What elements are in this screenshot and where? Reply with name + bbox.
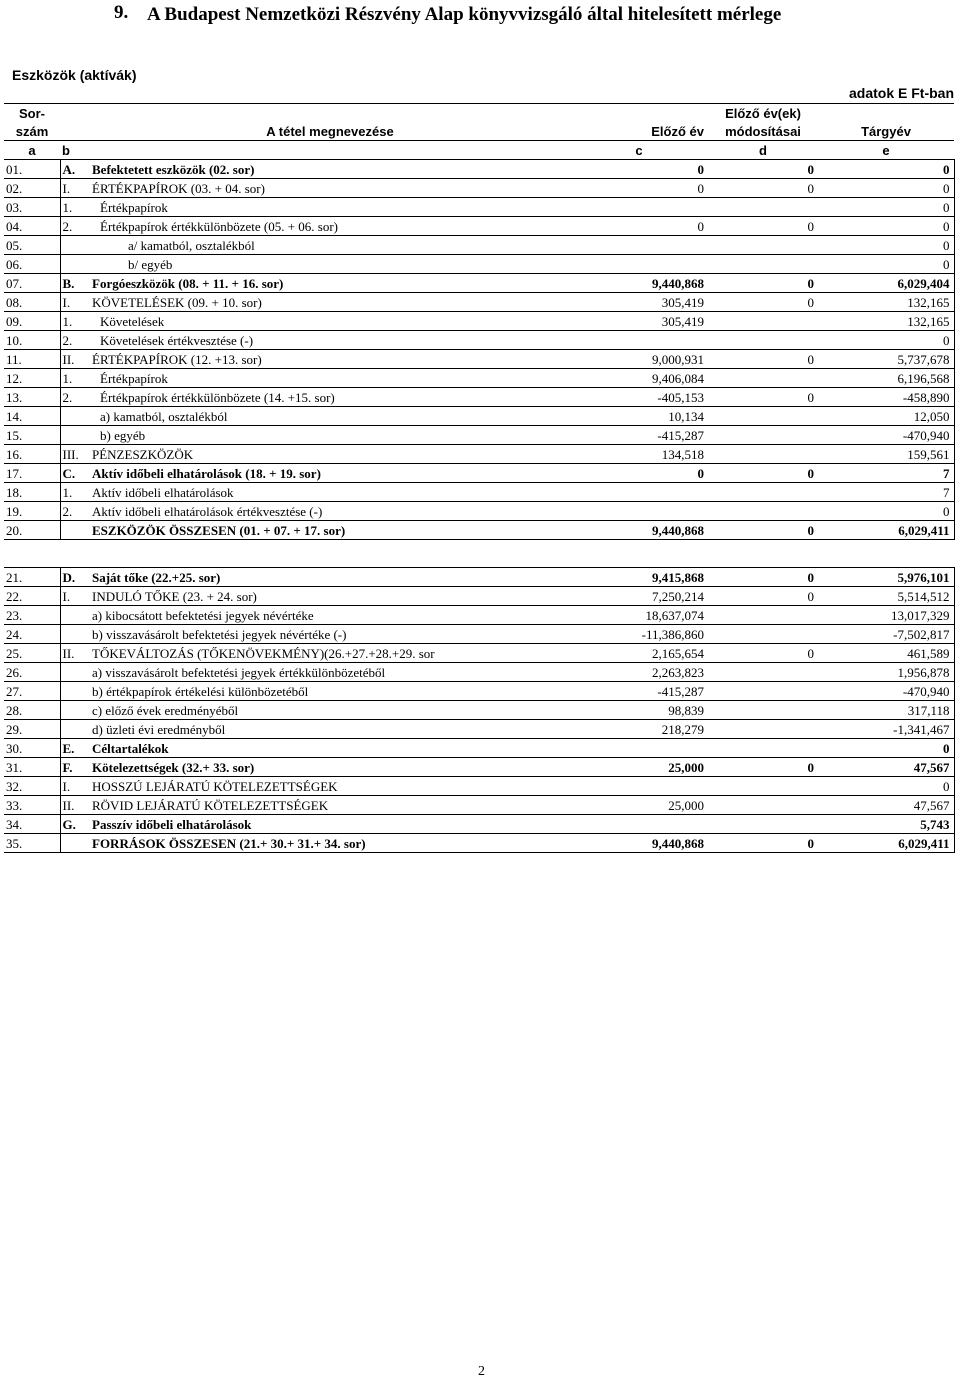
row-prev-year: 0	[570, 160, 708, 179]
row-code	[60, 625, 90, 644]
table-row	[4, 777, 954, 796]
row-code: II.	[60, 644, 90, 663]
row-prev-year	[570, 739, 708, 758]
row-number: 10.	[4, 331, 60, 350]
row-number: 01.	[4, 160, 60, 179]
row-prev-year: 7,250,214	[570, 587, 708, 606]
row-name: c) előző évek eredményéből	[90, 701, 570, 720]
row-modification: 0	[708, 464, 818, 483]
row-prev-year: -405,153	[570, 388, 708, 407]
row-modification	[708, 682, 818, 701]
row-name: ÉRTÉKPAPÍROK (12. +13. sor)	[90, 350, 570, 369]
row-current-year: 7	[818, 483, 954, 502]
row-number: 18.	[4, 483, 60, 502]
row-number: 05.	[4, 236, 60, 255]
row-code: 1.	[60, 483, 90, 502]
row-name: Passzív időbeli elhatárolások	[90, 815, 570, 834]
row-modification	[708, 796, 818, 815]
row-current-year: 5,514,512	[818, 587, 954, 606]
row-name: Saját tőke (22.+25. sor)	[90, 568, 570, 587]
header-letter-b: b	[60, 141, 90, 160]
row-name: Aktív időbeli elhatárolások értékvesztése (-)	[90, 502, 570, 521]
row-prev-year: -415,287	[570, 426, 708, 445]
row-current-year: 5,976,101	[818, 568, 954, 587]
row-code: 1.	[60, 312, 90, 331]
row-name: b) egyéb	[90, 426, 570, 445]
row-current-year: 0	[818, 217, 954, 236]
row-prev-year	[570, 198, 708, 217]
assets-section-label: Eszközök (aktívák)	[12, 67, 137, 83]
row-name: Forgóeszközök (08. + 11. + 16. sor)	[90, 274, 570, 293]
row-prev-year: 9,440,868	[570, 521, 708, 540]
table-row	[4, 758, 954, 777]
row-prev-year: 9,440,868	[570, 834, 708, 853]
row-number: 13.	[4, 388, 60, 407]
row-number: 29.	[4, 720, 60, 739]
row-current-year: 13,017,329	[818, 606, 954, 625]
row-code: E.	[60, 739, 90, 758]
row-prev-year: 134,518	[570, 445, 708, 464]
row-modification	[708, 445, 818, 464]
row-number: 20.	[4, 521, 60, 540]
row-prev-year: 305,419	[570, 312, 708, 331]
row-code	[60, 521, 90, 540]
page-number: 2	[478, 1364, 485, 1379]
row-modification: 0	[708, 293, 818, 312]
table-row	[4, 701, 954, 720]
row-prev-year: 10,134	[570, 407, 708, 426]
row-name: Értékpapírok értékkülönbözete (14. +15. sor)	[90, 388, 570, 407]
row-current-year: 6,029,411	[818, 834, 954, 853]
row-current-year: 132,165	[818, 293, 954, 312]
table-row	[4, 369, 954, 388]
table-row	[4, 464, 954, 483]
table-row	[4, 521, 954, 540]
row-code: 2.	[60, 388, 90, 407]
row-code: I.	[60, 293, 90, 312]
row-prev-year: 25,000	[570, 796, 708, 815]
table-row	[4, 445, 954, 464]
table-row	[4, 426, 954, 445]
row-current-year: 6,029,411	[818, 521, 954, 540]
row-prev-year	[570, 331, 708, 350]
table-row	[4, 606, 954, 625]
header-cur: Tárgyév	[861, 123, 911, 139]
row-modification: 0	[708, 521, 818, 540]
row-prev-year: 2,263,823	[570, 663, 708, 682]
table-row	[4, 198, 954, 217]
row-code: 2.	[60, 331, 90, 350]
table-row	[4, 644, 954, 663]
row-modification: 0	[708, 834, 818, 853]
row-name: Értékpapírok	[90, 198, 570, 217]
row-prev-year: 9,440,868	[570, 274, 708, 293]
row-prev-year: 0	[570, 217, 708, 236]
row-current-year: 6,196,568	[818, 369, 954, 388]
row-current-year: 12,050	[818, 407, 954, 426]
row-current-year: 317,118	[818, 701, 954, 720]
table-row	[4, 331, 954, 350]
row-prev-year: 18,637,074	[570, 606, 708, 625]
row-number: 02.	[4, 179, 60, 198]
row-code: I.	[60, 179, 90, 198]
table-row	[4, 350, 954, 369]
header-sor-top: Sor-	[4, 104, 60, 123]
row-prev-year: 25,000	[570, 758, 708, 777]
row-number: 04.	[4, 217, 60, 236]
table-row	[4, 682, 954, 701]
row-modification	[708, 606, 818, 625]
header-sor-bottom: szám	[15, 123, 49, 139]
row-current-year: 0	[818, 331, 954, 350]
row-modification	[708, 739, 818, 758]
row-code: I.	[60, 777, 90, 796]
row-number: 14.	[4, 407, 60, 426]
row-number: 15.	[4, 426, 60, 445]
table-row	[4, 388, 954, 407]
table-row	[4, 483, 954, 502]
row-name: Befektetett eszközök (02. sor)	[90, 160, 570, 179]
row-code	[60, 426, 90, 445]
row-current-year: 5,743	[818, 815, 954, 834]
row-number: 06.	[4, 255, 60, 274]
row-name: Aktív időbeli elhatárolások (18. + 19. sor)	[90, 464, 570, 483]
row-modification	[708, 369, 818, 388]
row-prev-year: 218,279	[570, 720, 708, 739]
row-prev-year: 98,839	[570, 701, 708, 720]
row-number: 31.	[4, 758, 60, 777]
row-current-year: 461,589	[818, 644, 954, 663]
row-modification	[708, 701, 818, 720]
row-code: F.	[60, 758, 90, 777]
row-number: 21.	[4, 568, 60, 587]
row-name: Értékpapírok értékkülönbözete (05. + 06. sor)	[90, 217, 570, 236]
row-prev-year: -415,287	[570, 682, 708, 701]
row-code	[60, 236, 90, 255]
row-number: 34.	[4, 815, 60, 834]
row-prev-year	[570, 502, 708, 521]
row-name: b) értékpapírok értékelési különbözetéből	[90, 682, 570, 701]
row-modification	[708, 502, 818, 521]
row-name: Követelések	[90, 312, 570, 331]
row-number: 23.	[4, 606, 60, 625]
row-modification: 0	[708, 388, 818, 407]
row-current-year: 0	[818, 502, 954, 521]
row-current-year: 7	[818, 464, 954, 483]
row-current-year: 5,737,678	[818, 350, 954, 369]
row-number: 08.	[4, 293, 60, 312]
row-number: 27.	[4, 682, 60, 701]
row-code	[60, 663, 90, 682]
row-number: 11.	[4, 350, 60, 369]
row-prev-year: 9,415,868	[570, 568, 708, 587]
row-current-year: 0	[818, 236, 954, 255]
row-code: I.	[60, 587, 90, 606]
row-modification: 0	[708, 160, 818, 179]
row-name: a/ kamatból, osztalékból	[90, 236, 570, 255]
row-number: 07.	[4, 274, 60, 293]
row-current-year: 132,165	[818, 312, 954, 331]
row-name: Követelések értékvesztése (-)	[90, 331, 570, 350]
row-prev-year: 0	[570, 179, 708, 198]
table-row	[4, 312, 954, 331]
row-modification	[708, 255, 818, 274]
row-number: 33.	[4, 796, 60, 815]
liabilities-table	[4, 567, 955, 853]
table-row	[4, 815, 954, 834]
title-number: 9.	[114, 2, 129, 23]
row-name: a) kibocsátott befektetési jegyek névértéke	[90, 606, 570, 625]
row-modification: 0	[708, 587, 818, 606]
row-name: d) üzleti évi eredményből	[90, 720, 570, 739]
row-prev-year	[570, 236, 708, 255]
row-code: G.	[60, 815, 90, 834]
row-prev-year: 9,000,931	[570, 350, 708, 369]
row-current-year: -1,341,467	[818, 720, 954, 739]
row-current-year: 6,029,404	[818, 274, 954, 293]
row-current-year: -7,502,817	[818, 625, 954, 644]
row-modification	[708, 625, 818, 644]
row-current-year: 0	[818, 179, 954, 198]
row-name: Értékpapírok	[90, 369, 570, 388]
row-name: FORRÁSOK ÖSSZESEN (21.+ 30.+ 31.+ 34. sor)	[90, 834, 570, 853]
header-mod-bottom: módosításai	[725, 123, 801, 139]
table-header	[4, 103, 954, 159]
row-name: ESZKÖZÖK ÖSSZESEN (01. + 07. + 17. sor)	[90, 521, 570, 540]
row-prev-year	[570, 777, 708, 796]
row-current-year: -470,940	[818, 426, 954, 445]
row-number: 28.	[4, 701, 60, 720]
row-code	[60, 834, 90, 853]
row-modification: 0	[708, 179, 818, 198]
header-letter-c: c	[570, 141, 708, 160]
row-name: RÖVID LEJÁRATÚ KÖTELEZETTSÉGEK	[90, 796, 570, 815]
row-number: 30.	[4, 739, 60, 758]
row-modification	[708, 236, 818, 255]
row-modification: 0	[708, 758, 818, 777]
row-code: D.	[60, 568, 90, 587]
row-code	[60, 606, 90, 625]
row-number: 35.	[4, 834, 60, 853]
table-row	[4, 625, 954, 644]
row-code: 2.	[60, 502, 90, 521]
unit-label: adatok E Ft-ban	[848, 85, 954, 101]
row-prev-year	[570, 483, 708, 502]
row-prev-year: -11,386,860	[570, 625, 708, 644]
table-row	[4, 179, 954, 198]
row-current-year: 1,956,878	[818, 663, 954, 682]
row-name: b) visszavásárolt befektetési jegyek névértéke (-)	[90, 625, 570, 644]
row-code	[60, 255, 90, 274]
table-row	[4, 236, 954, 255]
row-number: 12.	[4, 369, 60, 388]
table-row	[4, 739, 954, 758]
row-modification: 0	[708, 644, 818, 663]
table-row	[4, 568, 954, 587]
row-current-year: 0	[818, 255, 954, 274]
row-name: PÉNZESZKÖZÖK	[90, 445, 570, 464]
row-code: C.	[60, 464, 90, 483]
row-code	[60, 701, 90, 720]
assets-table	[4, 159, 955, 540]
table-row	[4, 407, 954, 426]
row-current-year: -458,890	[818, 388, 954, 407]
row-name: HOSSZÚ LEJÁRATÚ KÖTELEZETTSÉGEK	[90, 777, 570, 796]
row-current-year: 0	[818, 777, 954, 796]
row-number: 24.	[4, 625, 60, 644]
row-prev-year	[570, 815, 708, 834]
row-name: KÖVETELÉSEK (09. + 10. sor)	[90, 293, 570, 312]
row-prev-year	[570, 255, 708, 274]
table-row	[4, 663, 954, 682]
table-row	[4, 720, 954, 739]
header-letter-a: a	[4, 141, 60, 160]
row-name: a) kamatból, osztalékból	[90, 407, 570, 426]
row-current-year: 159,561	[818, 445, 954, 464]
row-modification	[708, 483, 818, 502]
row-number: 22.	[4, 587, 60, 606]
row-code: B.	[60, 274, 90, 293]
header-letter-e: e	[818, 141, 954, 160]
row-modification	[708, 777, 818, 796]
table-row	[4, 834, 954, 853]
row-name: Céltartalékok	[90, 739, 570, 758]
row-number: 19.	[4, 502, 60, 521]
row-modification	[708, 426, 818, 445]
title-text: A Budapest Nemzetközi Részvény Alap könyvvizsgáló által hitelesített mérlege	[147, 4, 782, 25]
row-current-year: 0	[818, 739, 954, 758]
row-number: 09.	[4, 312, 60, 331]
row-prev-year: 0	[570, 464, 708, 483]
row-number: 32.	[4, 777, 60, 796]
row-modification: 0	[708, 350, 818, 369]
header-item: A tétel megnevezése	[266, 123, 394, 139]
row-number: 26.	[4, 663, 60, 682]
table-row	[4, 502, 954, 521]
row-modification	[708, 720, 818, 739]
row-name: TŐKEVÁLTOZÁS (TŐKENÖVEKMÉNY)(26.+27.+28.+29. sor	[90, 644, 570, 663]
row-prev-year: 2,165,654	[570, 644, 708, 663]
row-modification	[708, 407, 818, 426]
header-prev: Előző év	[651, 123, 704, 139]
table-row	[4, 293, 954, 312]
row-current-year: 47,567	[818, 758, 954, 777]
row-modification: 0	[708, 217, 818, 236]
header-letter-d: d	[708, 141, 818, 160]
row-modification: 0	[708, 274, 818, 293]
row-modification: 0	[708, 568, 818, 587]
row-code: II.	[60, 796, 90, 815]
row-modification	[708, 331, 818, 350]
row-modification	[708, 663, 818, 682]
row-code	[60, 720, 90, 739]
row-code: 2.	[60, 217, 90, 236]
row-code: II.	[60, 350, 90, 369]
row-number: 03.	[4, 198, 60, 217]
row-current-year: 0	[818, 160, 954, 179]
row-prev-year: 305,419	[570, 293, 708, 312]
row-name: a) visszavásárolt befektetési jegyek értékkülönbözetéből	[90, 663, 570, 682]
table-row	[4, 796, 954, 815]
table-row	[4, 274, 954, 293]
row-current-year: 0	[818, 198, 954, 217]
table-row	[4, 587, 954, 606]
row-number: 17.	[4, 464, 60, 483]
header-mod-top: Előző év(ek)	[708, 104, 818, 123]
row-name: b/ egyéb	[90, 255, 570, 274]
row-modification	[708, 312, 818, 331]
table-row	[4, 255, 954, 274]
row-code: III.	[60, 445, 90, 464]
row-code	[60, 682, 90, 701]
row-name: ÉRTÉKPAPÍROK (03. + 04. sor)	[90, 179, 570, 198]
row-code	[60, 407, 90, 426]
table-row	[4, 217, 954, 236]
row-number: 16.	[4, 445, 60, 464]
row-prev-year: 9,406,084	[570, 369, 708, 388]
row-name: Kötelezettségek (32.+ 33. sor)	[90, 758, 570, 777]
row-code: 1.	[60, 369, 90, 388]
row-code: 1.	[60, 198, 90, 217]
row-modification	[708, 815, 818, 834]
row-modification	[708, 198, 818, 217]
row-current-year: 47,567	[818, 796, 954, 815]
row-current-year: -470,940	[818, 682, 954, 701]
row-code: A.	[60, 160, 90, 179]
row-number: 25.	[4, 644, 60, 663]
row-name: INDULÓ TŐKE (23. + 24. sor)	[90, 587, 570, 606]
table-row	[4, 160, 954, 179]
row-name: Aktív időbeli elhatárolások	[90, 483, 570, 502]
